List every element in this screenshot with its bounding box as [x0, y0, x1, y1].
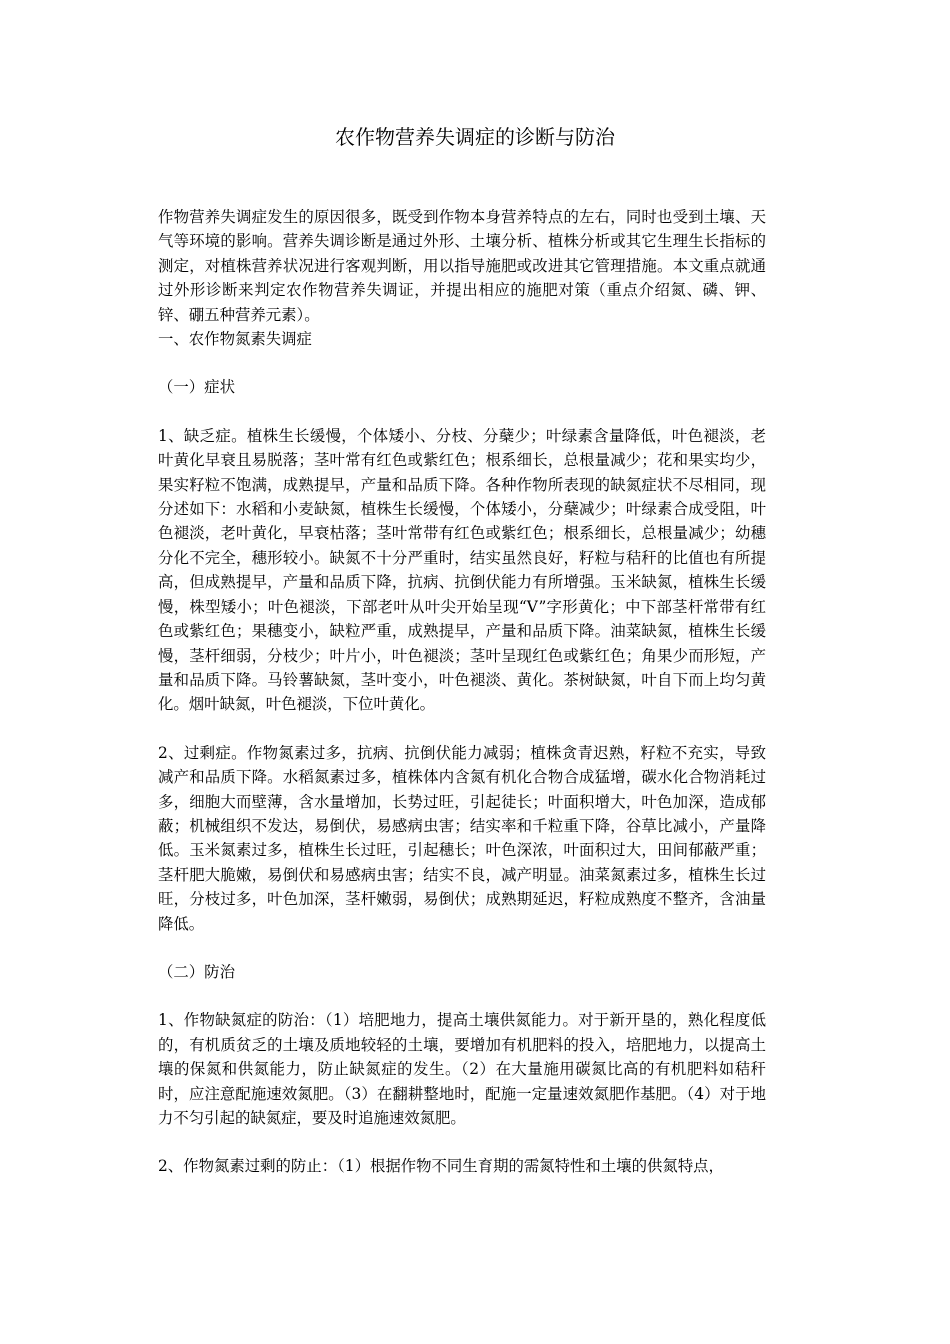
spacer	[158, 400, 766, 424]
document-body	[158, 205, 766, 1179]
deficiency-paragraph: 1、缺乏症。植株生长缓慢，个体矮小、分枝、分蘖少；叶绿素含量降低，叶色褪淡，老叶黄化早衰且易脱落；茎叶常有红色或紫红色；根系细长，总根量减少；花和果实均少，果实籽粒不饱满，成熟提早，产量和品质下降。各种作物所表现的缺氮症状不尽相同，现分述如下：水稻和小麦缺氮，植株生长缓慢，个体矮小，分蘖减少；叶绿素合成受阻，叶色褪淡，老叶黄化，早衰枯落；茎叶常带有红色或紫红色；根系细长，总根量减少；幼穗分化不完全，穗形较小。缺氮不十分严重时，结实虽然良好，籽粒与秸秆的比值也有所提高，但成熟提早，产量和品质下降，抗病、抗倒伏能力有所增强。玉米缺氮，植株生长缓慢，株型矮小；叶色褪淡，下部老叶从叶尖开始呈现“V”字形黄化；中下部茎杆常带有红色或紫红色；果穗变小，缺粒严重，成熟提早，产量和品质下降。油菜缺氮，植株生长缓慢，茎杆细弱，分枝少；叶片小，叶色褪淡；茎叶呈现红色或紫红色；角果少而形短，产量和品质下降。马铃薯缺氮，茎叶变小，叶色褪淡、黄化。茶树缺氮，叶自下而上均匀黄化。烟叶缺氮，叶色褪淡，下位叶黄化。	[158, 426, 766, 714]
spacer	[158, 936, 766, 960]
subsection-heading-symptoms: （一）症状	[158, 378, 235, 397]
spacer	[158, 717, 766, 741]
section-heading-nitrogen: 一、农作物氮素失调症	[158, 330, 312, 349]
subsection-heading-control: （二）防治	[158, 962, 235, 981]
document-title: 农作物营养失调症的诊断与防治	[335, 125, 615, 149]
control-excess-paragraph: 2、作物氮素过剩的防止：（1）根据作物不同生育期的需氮特性和土壤的供氮特点，	[158, 1157, 724, 1176]
spacer	[158, 351, 766, 375]
spacer	[158, 984, 766, 1008]
control-deficiency-paragraph: 1、作物缺氮症的防治：（1）培肥地力，提高土壤供氮能力。对于新开垦的，熟化程度低的，有机质贫乏的土壤及质地较轻的土壤，要增加有机肥料的投入，培肥地力，以提高土壤的保氮和供氮能力，防止缺氮症的发生。（2）在大量施用碳氮比高的有机肥料如秸秆时，应注意配施速效氮肥。（3）在翻耕整地时，配施一定量速效氮肥作基肥。（4）对于地力不匀引起的缺氮症，要及时追施速效氮肥。	[158, 1011, 766, 1127]
intro-paragraph: 作物营养失调症发生的原因很多，既受到作物本身营养特点的左右，同时也受到土壤、天气等环境的影响。营养失调诊断是通过外形、土壤分析、植株分析或其它生理生长指标的测定，对植株营养状况进行客观判断，用以指导施肥或改进其它管理措施。本文重点就通过外形诊断来判定农作物营养失调证，并提出相应的施肥对策（重点介绍氮、磷、钾、锌、硼五种营养元素）。	[158, 208, 766, 324]
excess-paragraph: 2、过剩症。作物氮素过多，抗病、抗倒伏能力减弱；植株贪青迟熟，籽粒不充实，导致减产和品质下降。水稻氮素过多，植株体内含氮有机化合物合成猛增，碳水化合物消耗过多，细胞大而壁薄，含水量增加，长势过旺，引起徒长；叶面积增大，叶色加深，造成郁蔽；机械组织不发达，易倒伏，易感病虫害；结实率和千粒重下降，谷草比减小，产量降低。玉米氮素过多，植株生长过旺，引起穗长；叶色深浓，叶面积过大，田间郁蔽严重；茎杆肥大脆嫩，易倒伏和易感病虫害；结实不良，减产明显。油菜氮素过多，植株生长过旺，分枝过多，叶色加深，茎杆嫩弱，易倒伏；成熟期延迟，籽粒成熟度不整齐，含油量降低。	[158, 743, 766, 933]
spacer	[158, 1130, 766, 1154]
